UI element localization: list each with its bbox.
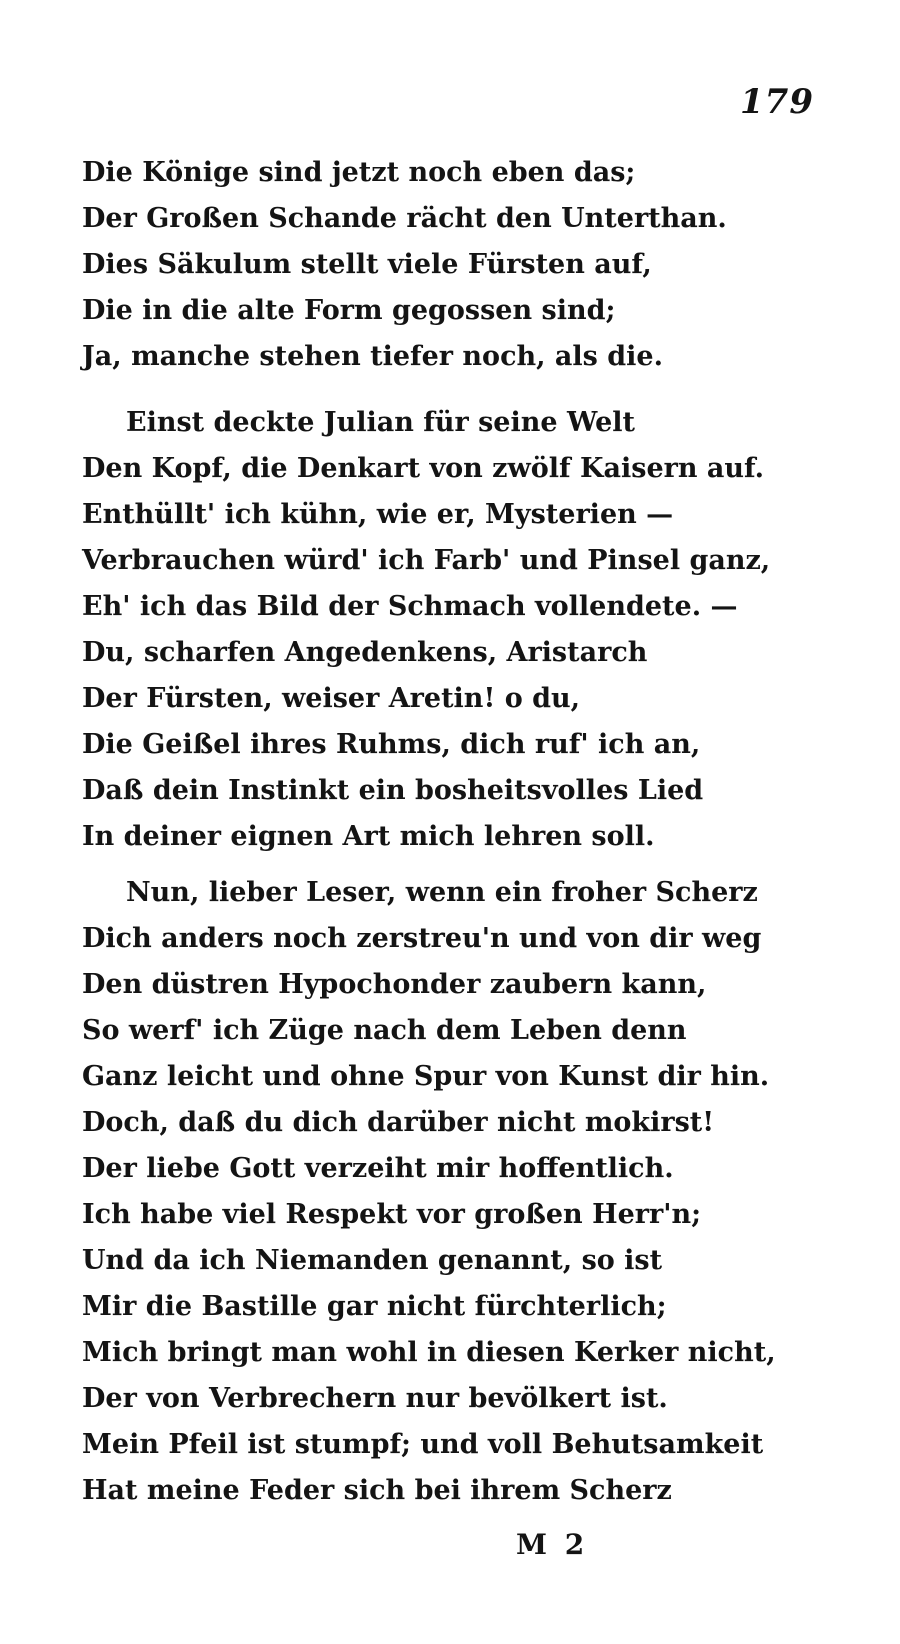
verse-line: Der von Verbrechern nur bevölkert ist. [82, 1383, 668, 1414]
verse-line: Hat meine Feder sich bei ihrem Scherz [82, 1475, 672, 1506]
verse-line: Die in die alte Form gegossen sind; [82, 295, 616, 326]
verse-line: Der Fürsten, weiser Aretin! o du, [82, 683, 581, 714]
stanza-1 [82, 150, 727, 380]
verse-line: Die Könige sind jetzt noch eben das; [82, 157, 636, 188]
signature-mark: M 2 [516, 1528, 589, 1561]
verse-line: Enthüllt' ich kühn, wie er, Mysterien — [82, 499, 674, 530]
verse-line: Mir die Bastille gar nicht fürchterlich; [82, 1291, 667, 1322]
verse-line: Daß dein Instinkt ein bosheitsvolles Lied [82, 775, 704, 806]
verse-line: Nun, lieber Leser, wenn ein froher Scherz [126, 877, 758, 908]
verse-line: Mein Pfeil ist stumpf; und voll Behutsamkeit [82, 1429, 764, 1460]
verse-line: Den Kopf, die Denkart von zwölf Kaisern auf. [82, 453, 765, 484]
verse-line: So werf' ich Züge nach dem Leben denn [82, 1015, 687, 1046]
verse-line: Dies Säkulum stellt viele Fürsten auf, [82, 249, 652, 280]
verse-line: Ich habe viel Respekt vor großen Herr'n; [82, 1199, 702, 1230]
verse-line: Eh' ich das Bild der Schmach vollendete. — [82, 591, 738, 622]
verse-line: Einst deckte Julian für seine Welt [126, 407, 635, 438]
stanza-3 [82, 870, 776, 1514]
verse-line: Mich bringt man wohl in diesen Kerker nicht, [82, 1337, 776, 1368]
verse-line: Ja, manche stehen tiefer noch, als die. [82, 341, 664, 372]
verse-line: Und da ich Niemanden genannt, so ist [82, 1245, 663, 1276]
verse-line: Den düstren Hypochonder zaubern kann, [82, 969, 707, 1000]
stanza-2 [82, 400, 771, 860]
verse-line: Verbrauchen würd' ich Farb' und Pinsel ganz, [82, 545, 771, 576]
page-number: 179 [740, 82, 814, 122]
verse-line: Der liebe Gott verzeiht mir hoffentlich. [82, 1153, 674, 1184]
verse-line: Ganz leicht und ohne Spur von Kunst dir hin. [82, 1061, 770, 1092]
verse-line: Doch, daß du dich darüber nicht mokirst! [82, 1107, 715, 1138]
verse-line: Dich anders noch zerstreu'n und von dir weg [82, 923, 762, 954]
verse-line: Die Geißel ihres Ruhms, dich ruf' ich an, [82, 729, 701, 760]
verse-line: In deiner eignen Art mich lehren soll. [82, 821, 655, 852]
verse-line: Du, scharfen Angedenkens, Aristarch [82, 637, 648, 668]
verse-line: Der Großen Schande rächt den Unterthan. [82, 203, 727, 234]
